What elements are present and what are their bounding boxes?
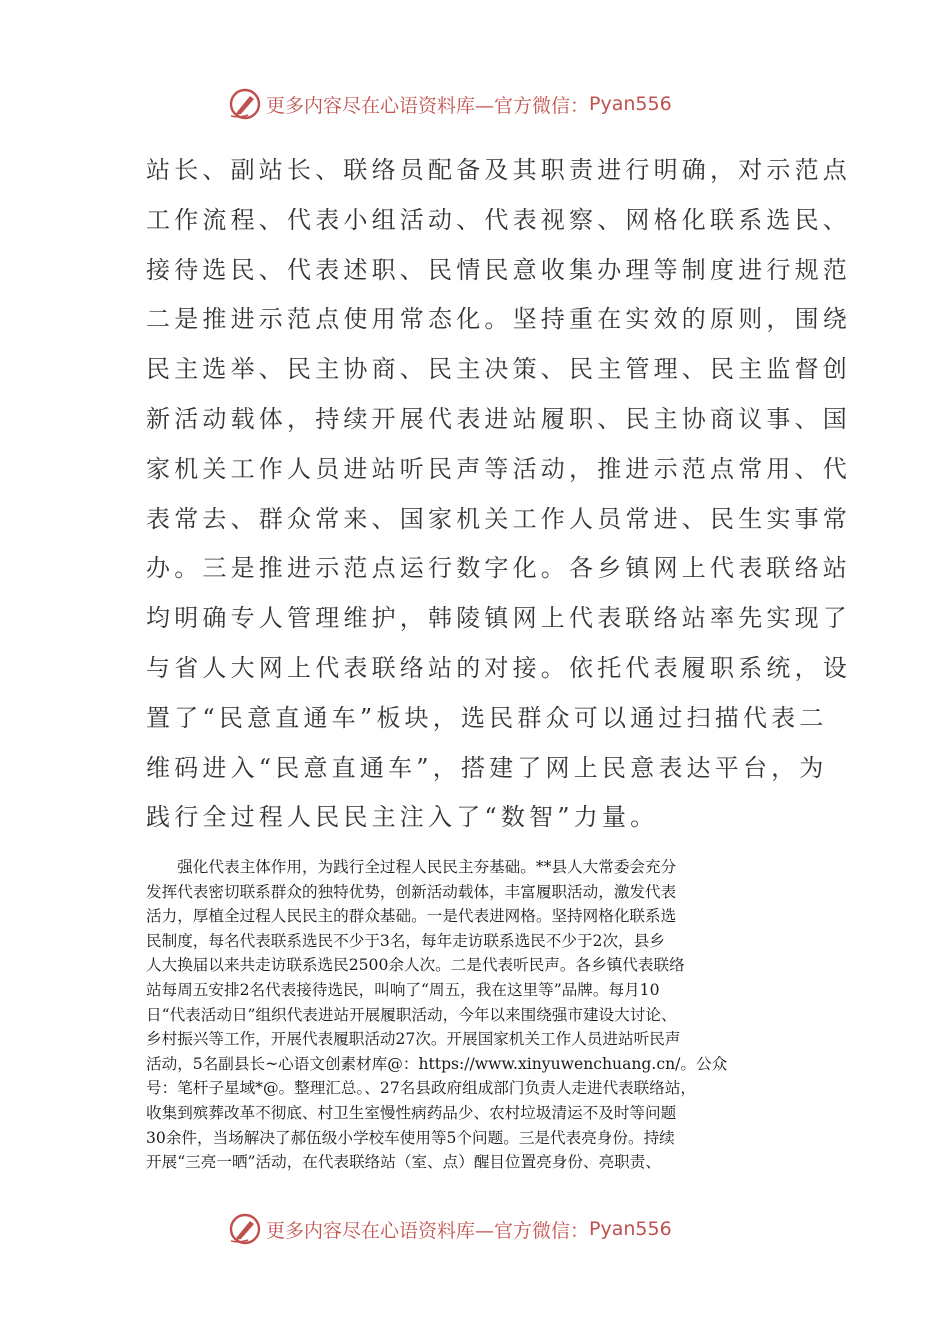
watermark-text: 更多内容尽在心语资料库—官方微信： bbox=[266, 94, 590, 117]
text-line: 新活动载体，持续开展代表进站履职、民主协商议事、国 bbox=[146, 404, 851, 433]
text-line: 号：笔杆子星域*@。整理汇总。、27名县政府组成部门负责人走进代表联络站， bbox=[146, 1079, 697, 1098]
pen-circle-logo-icon bbox=[228, 1212, 262, 1246]
text-line: 均明确专人管理维护，韩陵镇网上代表联络站率先实现了 bbox=[146, 604, 851, 633]
text-line: 二是推进示范点使用常态化。坚持重在实效的原则，围绕 bbox=[146, 305, 851, 334]
text-line: 活力，厚植全过程人民民主的群众基础。一是代表进网格。坚持网格化联系选 bbox=[146, 907, 677, 926]
pen-circle-logo-icon bbox=[228, 87, 262, 121]
text-line: 活动，5名副县长~心语文创素材库@：https://www.xinyuwenchuang.cn/。公众 bbox=[146, 1054, 728, 1073]
text-line: 发挥代表密切联系群众的独特优势，创新活动载体，丰富履职活动，激发代表 bbox=[146, 882, 677, 901]
text-line: 日“代表活动日”组织代表进站开展履职活动，今年以来围绕强市建设大讨论、 bbox=[146, 1005, 677, 1024]
text-line: 开展“三亮一晒”活动，在代表联络站（室、点）醒目位置亮身份、亮职责、 bbox=[146, 1153, 661, 1172]
text-line: 人大换届以来共走访联系选民2500余人次。二是代表听民声。各乡镇代表联络 bbox=[146, 956, 685, 975]
text-line: 家机关工作人员进站听民声等活动，推进示范点常用、代 bbox=[146, 454, 851, 483]
watermark-text: 更多内容尽在心语资料库—官方微信： bbox=[266, 1219, 590, 1242]
text-line: 与省人大网上代表联络站的对接。依托代表履职系统，设 bbox=[146, 653, 851, 682]
text-line: 站长、副站长、联络员配备及其职责进行明确，对示范点 bbox=[146, 156, 851, 184]
text-line: 维码进入“民意直通车”，搭建了网上民意表达平台，为 bbox=[146, 753, 828, 782]
text-line: 办。三是推进示范点运行数字化。各乡镇网上代表联络站 bbox=[146, 554, 851, 583]
text-line: 强化代表主体作用，为践行全过程人民民主夯基础。**县人大常委会充分 bbox=[146, 858, 677, 876]
header-watermark bbox=[228, 86, 672, 122]
text-line: 30余件，当场解决了郝伍级小学校车使用等5个问题。三是代表亮身份。持续 bbox=[146, 1128, 675, 1147]
text-line: 表常去、群众常来、国家机关工作人员常进、民生实事常 bbox=[146, 504, 851, 533]
small-paragraph bbox=[146, 855, 814, 1175]
text-line: 民制度，每名代表联系选民不少于3名，每年走访联系选民不少于2次，县乡 bbox=[146, 931, 665, 950]
text-line: 工作流程、代表小组活动、代表视察、网格化联系选民、 bbox=[146, 205, 851, 234]
watermark-wechat-id: Pyan556 bbox=[589, 1218, 672, 1240]
text-line: 站每周五安排2名代表接待选民，叫响了“周五，我在这里等”品牌。每月10 bbox=[146, 980, 660, 999]
text-line: 乡村振兴等工作，开展代表履职活动27次。开展国家机关工作人员进站听民声 bbox=[146, 1030, 681, 1049]
text-line: 置了“民意直通车”板块，选民群众可以通过扫描代表二 bbox=[146, 703, 828, 732]
text-line: 民主选举、民主协商、民主决策、民主管理、民主监督创 bbox=[146, 355, 851, 384]
watermark-wechat-id: Pyan556 bbox=[589, 93, 672, 115]
footer-watermark bbox=[228, 1211, 672, 1247]
text-line: 收集到殡葬改革不彻底、村卫生室慢性病药品少、农村垃圾清运不及时等问题 bbox=[146, 1103, 677, 1122]
text-line: 接待选民、代表述职、民情民意收集办理等制度进行规范 bbox=[146, 255, 851, 284]
text-line: 践行全过程人民民主注入了“数智”力量。 bbox=[146, 803, 659, 832]
large-paragraph bbox=[146, 146, 851, 843]
